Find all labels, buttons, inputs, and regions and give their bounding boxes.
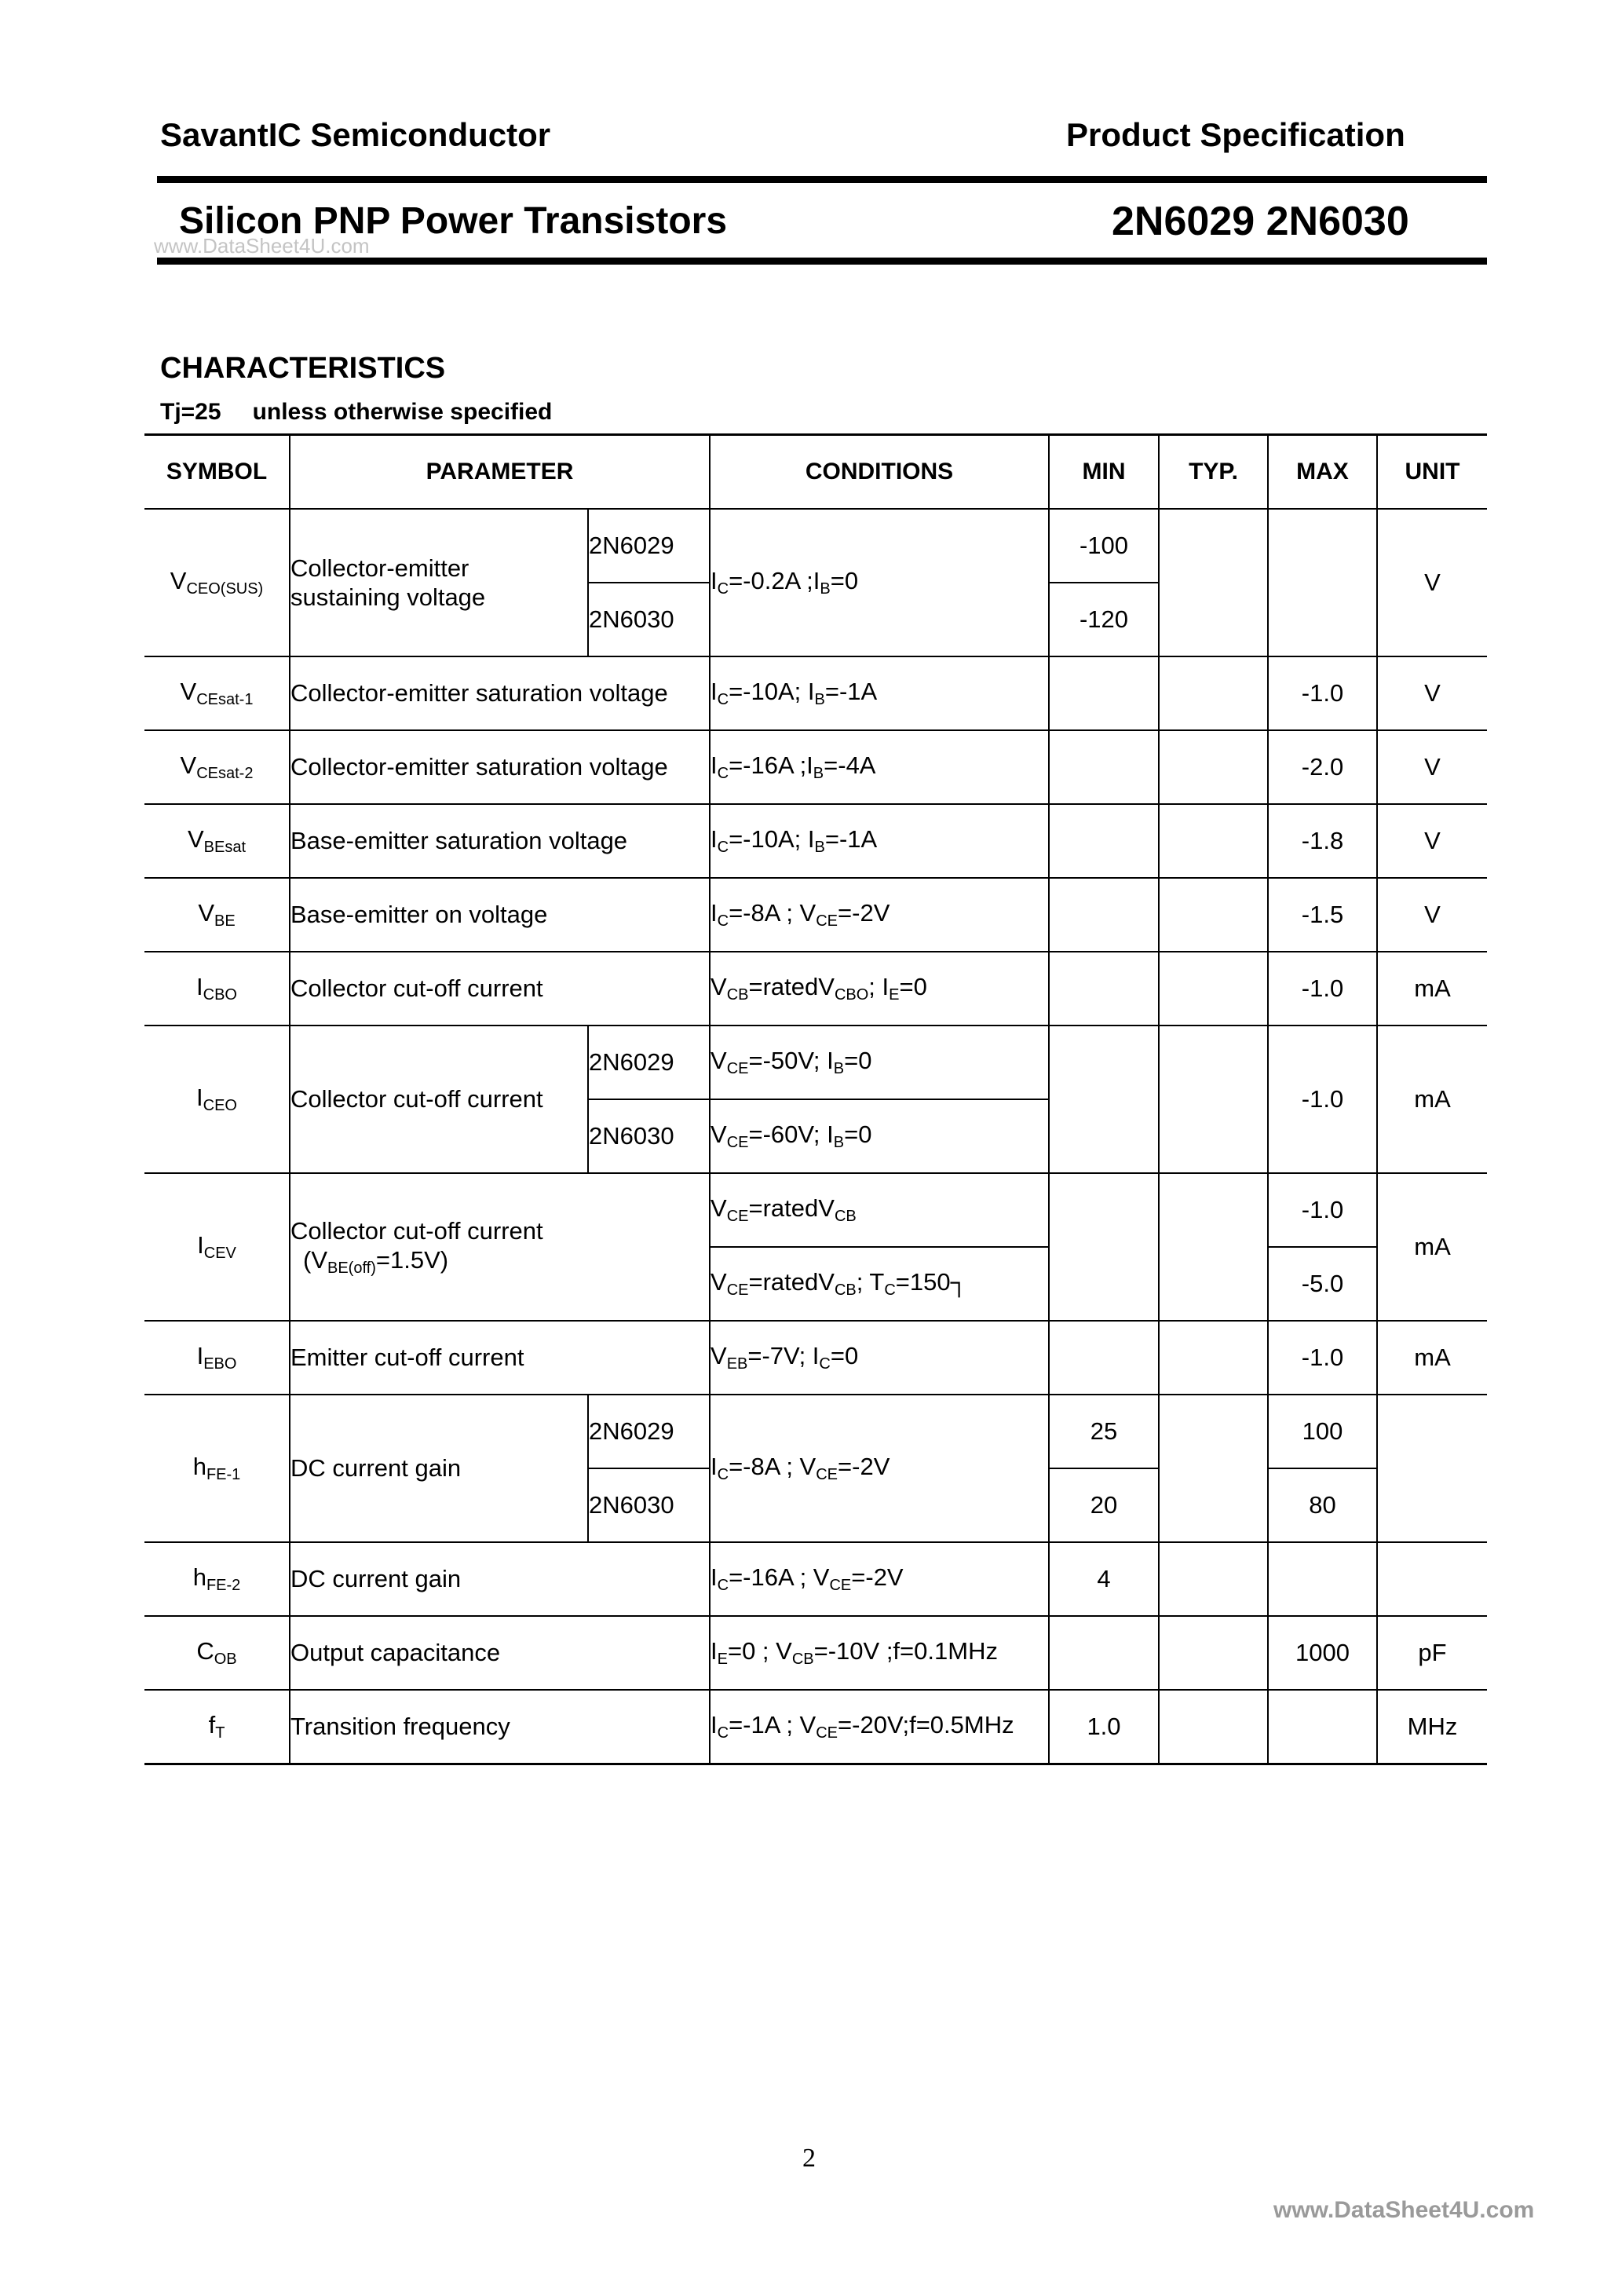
- symbol-main: I: [197, 1231, 204, 1259]
- max-cell: -1.0: [1268, 952, 1377, 1026]
- conditions-cell: [710, 1321, 1049, 1395]
- cond-sub: B: [814, 839, 825, 856]
- min-cell: [1049, 656, 1159, 730]
- symbol-main: I: [196, 973, 203, 1000]
- min-cell: -120: [1049, 583, 1159, 656]
- cond-text: =ratedV: [748, 973, 835, 1000]
- symbol-cell: [144, 1690, 290, 1764]
- cond-text: =-7V; I: [747, 1342, 820, 1369]
- header-symbol: SYMBOL: [144, 435, 290, 510]
- typ-cell: [1159, 952, 1268, 1026]
- header-unit: UNIT: [1377, 435, 1487, 510]
- cond-text: I: [711, 1453, 718, 1480]
- parameter-cell: [290, 1173, 710, 1321]
- cond-text: I: [711, 567, 718, 594]
- cond-text: =-10A; I: [729, 678, 815, 705]
- cond-sub: C: [717, 580, 729, 598]
- cond-text: =-60V; I: [748, 1121, 834, 1148]
- cond-text: =-8A ; V: [729, 1453, 816, 1480]
- watermark-top: www.DataSheet4U.com: [154, 234, 370, 258]
- parameter-cell: Collector-emitter saturation voltage: [290, 656, 710, 730]
- table-row: [144, 804, 1487, 878]
- section-title: CHARACTERISTICS: [160, 352, 446, 385]
- cond-text: I: [711, 899, 718, 927]
- parameter-cell: [290, 509, 588, 656]
- cond-text: =-20V;f=0.5MHz: [838, 1711, 1014, 1738]
- symbol-cell: [144, 1321, 290, 1395]
- symbol-sub: CBO: [203, 986, 237, 1004]
- cond-sub: B: [814, 691, 825, 708]
- symbol-sub: EBO: [203, 1355, 237, 1373]
- max-cell: -1.0: [1268, 1173, 1377, 1247]
- min-cell: [1049, 1026, 1159, 1173]
- unit-cell: V: [1377, 730, 1487, 804]
- cond-sub: B: [833, 1060, 845, 1077]
- test-condition-note: [160, 399, 552, 426]
- cond-text: =-2V: [838, 1453, 890, 1480]
- symbol-main: V: [180, 678, 197, 705]
- conditions-cell: [710, 1395, 1049, 1542]
- max-cell: -1.0: [1268, 1321, 1377, 1395]
- symbol-main: I: [196, 1084, 203, 1111]
- typ-cell: [1159, 1026, 1268, 1173]
- cond-sub: E: [889, 986, 900, 1004]
- unit-cell: mA: [1377, 1026, 1487, 1173]
- symbol-cell: [144, 509, 290, 656]
- symbol-main: I: [196, 1342, 204, 1369]
- min-cell: 20: [1049, 1468, 1159, 1542]
- table-row: [144, 878, 1487, 952]
- max-cell: -1.8: [1268, 804, 1377, 878]
- characteristics-table: [144, 433, 1487, 1765]
- cond-sub: CB: [726, 986, 749, 1004]
- typ-cell: [1159, 1616, 1268, 1690]
- cond-sub: C: [717, 1724, 729, 1742]
- table-row: [144, 1173, 1487, 1247]
- cond-sub: C: [819, 1355, 831, 1373]
- max-cell: 80: [1268, 1468, 1377, 1542]
- parameter-line: sustaining voltage: [290, 583, 486, 611]
- parameter-cell: Output capacitance: [290, 1616, 710, 1690]
- symbol-cell: [144, 730, 290, 804]
- min-cell: [1049, 878, 1159, 952]
- conditions-cell: [710, 878, 1049, 952]
- symbol-main: V: [170, 567, 187, 594]
- cond-text: =ratedV: [748, 1194, 835, 1222]
- unit-cell: [1377, 1542, 1487, 1616]
- unit-cell: [1377, 1395, 1487, 1542]
- cond-text: =-16A ;I: [729, 751, 813, 779]
- max-cell: -1.0: [1268, 1026, 1377, 1173]
- temp-note: unless otherwise specified: [252, 399, 553, 425]
- max-cell: 1000: [1268, 1616, 1377, 1690]
- temp-condition: Tj=25: [160, 399, 221, 425]
- cond-text: =0: [899, 973, 927, 1000]
- cond-text: V: [711, 1194, 727, 1222]
- table-row: [144, 1542, 1487, 1616]
- typ-cell: [1159, 878, 1268, 952]
- symbol-cell: [144, 1542, 290, 1616]
- cond-sub: B: [820, 580, 831, 598]
- cond-sub: C: [717, 1466, 729, 1483]
- symbol-cell: [144, 804, 290, 878]
- typ-cell: [1159, 804, 1268, 878]
- header-rule-top: [157, 176, 1487, 183]
- cond-sub: C: [717, 839, 729, 856]
- table-row: [144, 1026, 1487, 1099]
- conditions-cell: [710, 1690, 1049, 1764]
- typ-cell: [1159, 1690, 1268, 1764]
- unit-cell: V: [1377, 656, 1487, 730]
- header-max: MAX: [1268, 435, 1377, 510]
- cond-text: I: [711, 1637, 718, 1665]
- cond-sub: CE: [726, 1208, 749, 1225]
- cond-sub: C: [884, 1281, 896, 1299]
- cond-sub: CE: [816, 912, 838, 930]
- cond-text: =-0.2A ;I: [729, 567, 820, 594]
- header-min: MIN: [1049, 435, 1159, 510]
- cond-sub: E: [717, 1651, 728, 1668]
- header-parameter: PARAMETER: [290, 435, 710, 510]
- max-cell: -1.0: [1268, 656, 1377, 730]
- parameter-cell: Collector-emitter saturation voltage: [290, 730, 710, 804]
- parameter-cell: Collector cut-off current: [290, 1026, 588, 1173]
- parameter-cell: Base-emitter on voltage: [290, 878, 710, 952]
- cond-text: =-4A: [824, 751, 876, 779]
- cond-text: =-16A ; V: [729, 1563, 830, 1591]
- table-row: [144, 952, 1487, 1026]
- conditions-cell: [710, 804, 1049, 878]
- cond-text: =0: [830, 1342, 859, 1369]
- min-cell: 4: [1049, 1542, 1159, 1616]
- unit-cell: V: [1377, 804, 1487, 878]
- cond-sub: C: [717, 765, 729, 782]
- max-cell: 100: [1268, 1395, 1377, 1468]
- conditions-cell: [710, 1616, 1049, 1690]
- symbol-cell: [144, 1173, 290, 1321]
- table-row: [144, 1690, 1487, 1764]
- cond-text: V: [711, 1268, 727, 1296]
- page-number: 2: [802, 2144, 816, 2173]
- typ-cell: [1159, 1395, 1268, 1542]
- typ-cell: [1159, 1173, 1268, 1321]
- table-row: [144, 1616, 1487, 1690]
- cond-text: =150: [895, 1268, 951, 1296]
- cond-text: I: [711, 825, 718, 853]
- device-cell: 2N6030: [588, 1099, 710, 1173]
- cond-text: =-50V; I: [748, 1047, 834, 1074]
- symbol-cell: [144, 952, 290, 1026]
- max-cell: [1268, 1690, 1377, 1764]
- symbol-sub: OB: [214, 1651, 237, 1668]
- symbol-sub: CEV: [203, 1245, 236, 1262]
- cond-sub: CB: [791, 1651, 814, 1668]
- device-cell: 2N6029: [588, 1395, 710, 1468]
- typ-cell: [1159, 730, 1268, 804]
- header-rule-bottom: [157, 258, 1487, 265]
- symbol-main: h: [192, 1453, 206, 1480]
- device-cell: 2N6030: [588, 1468, 710, 1542]
- cond-text: =-10A; I: [729, 825, 815, 853]
- cond-sub: CB: [834, 1281, 857, 1299]
- header-conditions: CONDITIONS: [710, 435, 1049, 510]
- document-title: Silicon PNP Power Transistors: [179, 200, 728, 242]
- cond-text: V: [711, 1342, 727, 1369]
- max-cell: -5.0: [1268, 1247, 1377, 1321]
- cond-sub: B: [813, 765, 824, 782]
- cond-sub: C: [717, 691, 729, 708]
- max-cell: -1.5: [1268, 878, 1377, 952]
- parameter-cell: DC current gain: [290, 1395, 588, 1542]
- unit-cell: pF: [1377, 1616, 1487, 1690]
- min-cell: [1049, 804, 1159, 878]
- table-row: [144, 1321, 1487, 1395]
- unit-cell: mA: [1377, 1321, 1487, 1395]
- min-cell: [1049, 730, 1159, 804]
- cond-text: =0: [844, 1121, 872, 1148]
- typ-cell: [1159, 1321, 1268, 1395]
- parameter-sub: BE(off): [327, 1260, 376, 1278]
- cond-text: V: [711, 1121, 727, 1148]
- min-cell: [1049, 952, 1159, 1026]
- conditions-cell: [710, 1542, 1049, 1616]
- symbol-main: V: [180, 751, 197, 779]
- parameter-line: (V: [303, 1246, 327, 1274]
- cond-sub: CE: [726, 1060, 749, 1077]
- symbol-cell: [144, 1026, 290, 1173]
- symbol-cell: [144, 656, 290, 730]
- symbol-sub: FE-2: [206, 1577, 241, 1594]
- conditions-cell: [710, 509, 1049, 656]
- symbol-sub: CEsat-1: [196, 691, 254, 708]
- symbol-main: f: [208, 1711, 216, 1738]
- conditions-cell: [710, 1247, 1049, 1321]
- parameter-line: Collector cut-off current: [290, 1216, 543, 1245]
- watermark-bottom: www.DataSheet4U.com: [1273, 2197, 1535, 2223]
- table-row: [144, 1395, 1487, 1468]
- typ-cell: [1159, 509, 1268, 656]
- max-cell: [1268, 1542, 1377, 1616]
- cond-text: I: [711, 1563, 718, 1591]
- parameter-line: Collector-emitter: [290, 554, 469, 582]
- cond-sub: EB: [726, 1355, 748, 1373]
- parameter-cell: Transition frequency: [290, 1690, 710, 1764]
- device-cell: 2N6029: [588, 509, 710, 583]
- cond-text: I: [711, 751, 718, 779]
- company-name: SavantIC Semiconductor: [160, 116, 551, 153]
- table-row: [144, 509, 1487, 583]
- conditions-cell: [710, 730, 1049, 804]
- unit-cell: V: [1377, 878, 1487, 952]
- min-cell: -100: [1049, 509, 1159, 583]
- device-cell: 2N6030: [588, 583, 710, 656]
- cond-sub: B: [833, 1134, 845, 1151]
- conditions-cell: [710, 656, 1049, 730]
- header-typ: TYP.: [1159, 435, 1268, 510]
- symbol-main: V: [198, 899, 214, 927]
- conditions-cell: [710, 1026, 1049, 1099]
- unit-cell: MHz: [1377, 1690, 1487, 1764]
- symbol-sub: BE: [214, 912, 236, 930]
- degree-symbol: ┐: [950, 1268, 968, 1296]
- cond-sub: CE: [726, 1281, 749, 1299]
- cond-text: V: [711, 973, 727, 1000]
- cond-text: =-2V: [838, 899, 890, 927]
- max-cell: -2.0: [1268, 730, 1377, 804]
- cond-text: =-10V ;f=0.1MHz: [813, 1637, 998, 1665]
- cond-sub: CE: [816, 1466, 838, 1483]
- cond-text: =-1A: [824, 678, 878, 705]
- cond-sub: CE: [816, 1724, 838, 1742]
- cond-text: I: [711, 678, 718, 705]
- min-cell: [1049, 1616, 1159, 1690]
- cond-text: V: [711, 1047, 727, 1074]
- part-numbers: 2N6029 2N6030: [1112, 199, 1409, 244]
- symbol-cell: [144, 878, 290, 952]
- unit-cell: mA: [1377, 952, 1487, 1026]
- conditions-cell: [710, 952, 1049, 1026]
- parameter-cell: Emitter cut-off current: [290, 1321, 710, 1395]
- parameter-cell: Base-emitter saturation voltage: [290, 804, 710, 878]
- min-cell: 1.0: [1049, 1690, 1159, 1764]
- parameter-cell: DC current gain: [290, 1542, 710, 1616]
- table-row: [144, 656, 1487, 730]
- unit-cell: V: [1377, 509, 1487, 656]
- max-cell: [1268, 509, 1377, 656]
- symbol-cell: [144, 1616, 290, 1690]
- symbol-sub: FE-1: [206, 1466, 241, 1483]
- symbol-sub: CEsat-2: [196, 765, 254, 782]
- symbol-main: h: [192, 1563, 206, 1591]
- parameter-cell: Collector cut-off current: [290, 952, 710, 1026]
- cond-text: =-2V: [851, 1563, 904, 1591]
- min-cell: 25: [1049, 1395, 1159, 1468]
- cond-text: =-8A ; V: [729, 899, 816, 927]
- typ-cell: [1159, 656, 1268, 730]
- cond-sub: CB: [834, 1208, 857, 1225]
- symbol-cell: [144, 1395, 290, 1542]
- cond-text: =0: [830, 567, 859, 594]
- symbol-sub: T: [215, 1724, 225, 1742]
- unit-cell: mA: [1377, 1173, 1487, 1321]
- cond-text: ; T: [856, 1268, 885, 1296]
- table-header-row: [144, 435, 1487, 510]
- cond-sub: CBO: [834, 986, 869, 1004]
- table-row: [144, 730, 1487, 804]
- symbol-sub: BEsat: [203, 839, 247, 856]
- cond-sub: C: [717, 912, 729, 930]
- parameter-line: =1.5V): [375, 1246, 449, 1274]
- min-cell: [1049, 1321, 1159, 1395]
- document-type: Product Specification: [1066, 116, 1405, 153]
- symbol-sub: CEO(SUS): [186, 580, 264, 598]
- cond-sub: CE: [829, 1577, 852, 1594]
- cond-text: =-1A: [824, 825, 878, 853]
- symbol-main: C: [196, 1637, 214, 1665]
- cond-text: =0: [844, 1047, 872, 1074]
- typ-cell: [1159, 1542, 1268, 1616]
- cond-text: I: [711, 1711, 718, 1738]
- cond-sub: C: [717, 1577, 729, 1594]
- cond-text: =ratedV: [748, 1268, 835, 1296]
- min-cell: [1049, 1173, 1159, 1321]
- cond-text: ; I: [868, 973, 890, 1000]
- cond-text: =-1A ; V: [729, 1711, 816, 1738]
- conditions-cell: [710, 1173, 1049, 1247]
- symbol-main: V: [187, 825, 204, 853]
- device-cell: 2N6029: [588, 1026, 710, 1099]
- symbol-sub: CEO: [203, 1097, 237, 1114]
- conditions-cell: [710, 1099, 1049, 1173]
- cond-text: =0 ; V: [727, 1637, 792, 1665]
- cond-sub: CE: [726, 1134, 749, 1151]
